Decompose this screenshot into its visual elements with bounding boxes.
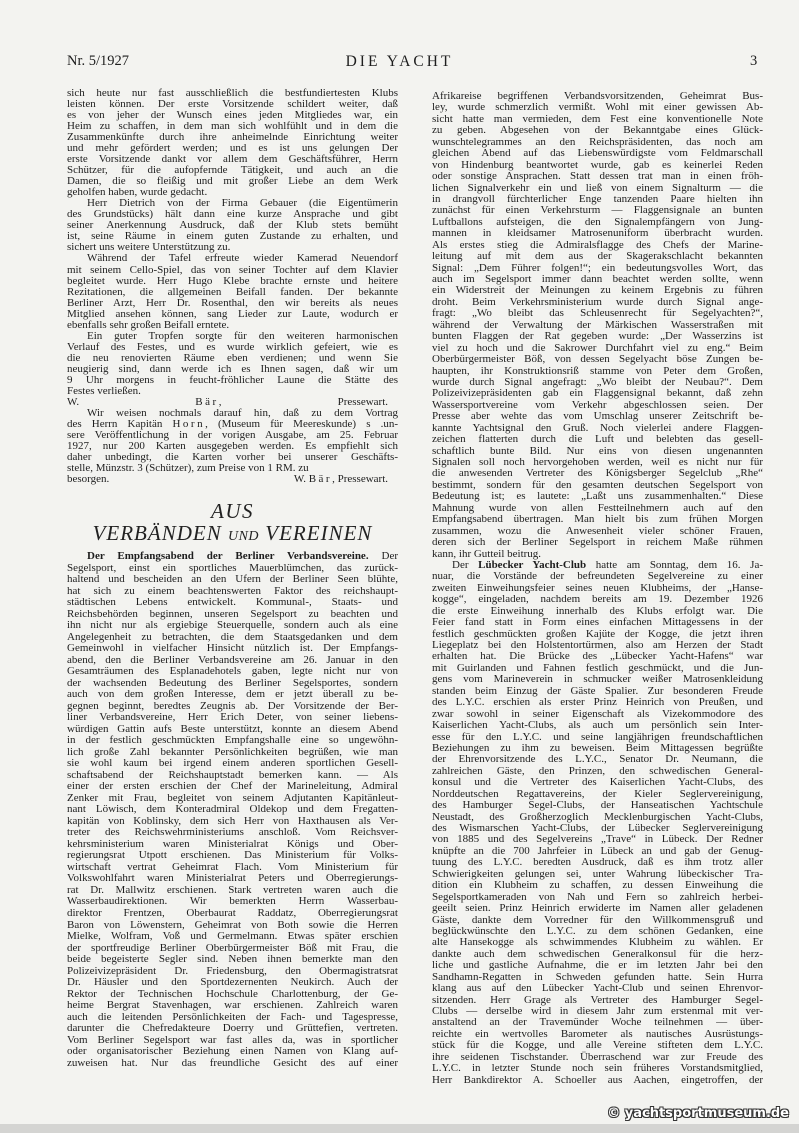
text-line: schaftsabend der Reichshauptstadt bemerken kann. — Als [67, 768, 398, 781]
section-heading [67, 500, 398, 548]
bold-text: Lübecker Yacht-Club [478, 558, 587, 571]
text-line: von Hindenburg beantwortet wurde, gab es keinerlei Reden [432, 158, 763, 171]
text-line: beide begeisterte Segler sind. Neben ihnen bemerkte man den [67, 953, 398, 966]
text-line: des Grundstücks) hält dann eine kurze Ansprache und gibt [67, 208, 398, 221]
text-line: in der festlich geschmückten Empfangshalle eine so ungewöhn- [67, 734, 398, 747]
text-line: auch von dem großen Interesse, dem er jetzt überall zu be- [67, 688, 398, 701]
text-line: gleichen Abend auf das Liebenswürdigste vom Feldmarschall [432, 147, 763, 160]
text-line: Kaiserlichen Yacht-Clubs, als auch um persönlich sein Inter- [432, 719, 763, 732]
text-line: Feier fand statt in Form eines einfachen Mittagessens in der [432, 616, 763, 629]
text-segment: , Pressewart. [218, 395, 389, 408]
text-line: Afrikareise begriffenen Verbandsvorsitzenden, Geheimrat Bus- [432, 90, 763, 102]
signature [294, 474, 388, 485]
watermark: © yachtsportmuseum.de [607, 1106, 789, 1121]
heading-word: VEREINEN [259, 521, 373, 545]
text-line: Mitglied ansehen können, sang Lieder zur Laute, wodurch er [67, 307, 398, 320]
text-segment: hatte am Sonntag, dem 16. Ja- [586, 558, 763, 571]
text-line: der sportfreudige Berliner Oberbürgermeister Böß mit Frau, die [67, 941, 398, 954]
text-line: kann, ihr Gutteil beitrug. [432, 547, 542, 560]
text-line: Volkswohlfahrt waren Ministerialrat Peters und Oberregierungs- [67, 872, 398, 885]
left-column-article [67, 551, 398, 1069]
text-line: standen beim Einzug der Gäste Spalier. Zur besonderen Freude [432, 684, 763, 697]
text-line: lich große Zahl bekannter Persönlichkeiten begrüßen, wie man [67, 745, 398, 758]
text-line: abend, den die Berliner Verbandsvereine am 26. Januar in den [67, 653, 398, 666]
text-line: geeilt seien. Prinz Heinrich erwiderte im Namen aller geladenen [432, 902, 763, 915]
text-line: die anwesenden Vertreter des Königsberger Segelclub „Rhe“ [432, 467, 763, 480]
text-line: 1927, nur 200 Karten ausgegeben werden. Es empfiehlt sich [67, 440, 398, 452]
text-line: 9 Uhr morgens in feucht-fröhlicher Laune die Stätte des [67, 373, 398, 386]
text-line: lichen Signalverkehr ein und ließ von einem Signalturm — die [432, 181, 763, 194]
text-line: Schützer, für die aufopfernde Tätigkeit, und auch an die [67, 164, 398, 177]
text-line: des Hamburger Segel-Clubs, der Hanseatischen Yachtschule [432, 799, 763, 812]
paragraph [67, 198, 398, 253]
paragraph [432, 560, 763, 1086]
text-segment: W. [67, 395, 196, 408]
paragraph [67, 551, 398, 1069]
text-line: Beziehungen zu ihm zu beweisen. Beim Mittagessen begrüßte [432, 741, 763, 754]
text-line: Zenker mit Frau, begleitet von seinem Adjutanten Kapitänleut- [67, 791, 398, 804]
text-line: wunschtelegrammes an den Reichspräsidenten, das noch am [432, 135, 763, 148]
text-segment: W. [293, 473, 309, 486]
text-line: die neu renovierten Räume eben verdienen; und wenn Sie [67, 351, 398, 364]
text-line: zu geben. Abgesehen von der Bekanntgabe eines Glück- [432, 124, 763, 137]
text-line: oder organisatorischer Beziehung einen Namen von Klang auf- [67, 1045, 398, 1058]
text-line: mannen in kleidsamer Matrosenuniform überbracht wurden. [432, 227, 763, 240]
text-line: zweiten Einweihungsfeier seines neuen Klubheims, der „Hanse- [432, 581, 763, 594]
text-line: Wassersportvereine vom Verkehr abgeschlossen seien. Der [432, 398, 763, 411]
text-line: Herr Bankdirektor A. Schoeller aus Aachen, eingetroffen, der [432, 1073, 763, 1086]
spaced-text: Horn [172, 417, 206, 430]
text-segment: , Pressewart. [332, 473, 388, 486]
text-line: dankte auch dem schwedischen Generalkonsul für die herz- [432, 947, 763, 960]
text-line: mit seinem Cello-Spiel, das von seiner Tochter auf dem Klavier [67, 263, 398, 276]
text-line: Berliner Arzt, Herr Dr. Rosenthal, den wir bereits als neues [67, 296, 398, 309]
text-line: Herr Dietrich von der Firma Gebauer (die Eigentümerin [87, 197, 398, 210]
text-segment: Der [368, 550, 398, 562]
text-segment: des Herrn Kapitän [67, 417, 173, 430]
text-line: Luftballons aufsteigen, die den Signalempfängern von Jung- [432, 215, 763, 228]
text-line: kehrsministerium waren Ministerialrat Königs und Ober- [67, 837, 398, 850]
text-line: liner Verbandsvereine, Herr Erich Deter, von seiner liebens- [67, 711, 398, 724]
text-line: direktor Frentzen, Oberbaurat Raddatz, Oberregierungsrat [67, 906, 398, 919]
text-line: stück für die Kogge, und alle Vereine stifteten dem L.Y.C. [432, 1039, 763, 1052]
text-line: festlich geschmückten großen Kajüte der Kogge, die jetzt ihren [432, 627, 763, 640]
text-line: Zusammenkünfte durch ihre anheimelnde Einrichtung weiter [67, 131, 398, 144]
text-line: anstaltend an der Travemünder Woche teilnehmen — über- [432, 1016, 763, 1029]
text-line: Reichsbehörden beginnen, unseren Segelsport zu beachten und [67, 607, 398, 620]
text-line: erhalten hat. Die Brücke des „Lübecker Yacht-Hafens“ war [432, 650, 763, 663]
text-line: viel zu hoch und die Sakrower Durchfahrt viel zu eng.“ Beim [432, 341, 763, 354]
text-line: liche und gastliche Aufnahme, die er im letzten Jahr bei den [432, 959, 763, 972]
text-line: nuar, die Vorstände der befreundeten Segelvereine zu einer [432, 570, 763, 583]
text-line: einer der ersten erschien der Chef der Marineleitung, Admiral [67, 780, 398, 793]
text-line: sitzenden. Herr Grage als Vertreter des Hamburger Segel- [432, 993, 763, 1006]
text-line: Polizeivizepräsident Dr. Friedensburg, den Obermagistratsrat [67, 964, 398, 977]
text-line: sicht hatte man vermieden, dem Fest eine konventionelle Note [432, 112, 763, 125]
text-line: nant Löwisch, dem Konteradmiral Oldekop und dem Fregatten- [67, 803, 398, 816]
heading-word: UND [227, 529, 260, 544]
text-line: sichert uns weitere Unterstützung zu. [67, 241, 231, 254]
text-line: daher unbedingt, die Karten vorher bei unserer Geschäfts- [67, 451, 398, 464]
text-line: wurde durch Signal angefragt: „Wo bleibt der Neubau?“. Dem [432, 375, 763, 388]
text-line: sere Veröffentlichung in der vorigen Ausgabe, am 25. Februar [67, 428, 398, 441]
text-line: dition ein Klubheim zu schaffen, zu dessen Einweihung die [432, 879, 763, 892]
text-line: Segelsport, einst ein sportliches Mauerblümchen, das zurück- [67, 561, 398, 574]
text-line: seiner Anerkennung Ausdruck, daß der Klub stets bemüht [67, 219, 398, 232]
text-line: deren sich der Berliner Segelsport in reichem Maße rühmen [432, 536, 763, 549]
text-line: auch die leitenden Persönlichkeiten der Fach- und Tagespresse, [67, 1010, 398, 1023]
text-segment: Der [452, 558, 479, 571]
bold-text: Der Empfangsabend der Berliner Verbandsvereine. [87, 550, 369, 562]
text-line: heime Bergrat Stavenhagen, war erschienen. Zahlreich waren [67, 999, 398, 1012]
text-line: Angelegenheit zu betrachten, die dem Staatsgedanken und dem [67, 630, 398, 643]
text-line: darunter die Chefredakteure Doerry und Grüttefien, vertreten. [67, 1022, 398, 1035]
text-line: Presse aber wehte das vom Umschlag unserer Zeitschrift be- [432, 410, 763, 423]
text-line: Segelsportkameraden von Nah und Fern so zahlreich herbei- [432, 890, 763, 903]
text-line: der wachsenden Bedeutung des Berliner Segelsportes, sondern [67, 676, 398, 689]
text-line: gegnen beginnt, beredtes Zeugnis ab. Der Vorsitzende der Ber- [67, 699, 398, 712]
text-line: neugierig sind, dann werde ich es Ihnen sagen, daß wir um [67, 362, 398, 375]
text-line: die erste Einweihung innerhalb des Klubs erfolgt war. Die [432, 604, 763, 617]
spaced-text: Bär [195, 395, 219, 408]
page-number: 3 [750, 53, 758, 69]
text-line: des Wismarschen Yacht-Clubs, der Lübecker Seglervereinigung [432, 822, 763, 834]
text-line: des L.Y.C. erschien als erster Prinz Heinrich von Preußen, und [432, 696, 763, 709]
paragraph [67, 474, 398, 485]
scan-border [0, 1124, 799, 1133]
text-line: Bedeutung ist; es lautete: „Laßt uns zusammenhalten.“ Diese [432, 490, 763, 503]
text-line: Schwierigkeiten gelungen sei, unter Wahrung lübeckischer Tra- [432, 867, 763, 880]
text-line: Norddeutschen Regattavereins, der Kieler Seglervereinigung, [432, 787, 763, 800]
text-line: Wir weisen nochmals darauf hin, daß zu dem Vortrag [87, 406, 398, 419]
right-column-article [432, 91, 763, 1086]
text-line: Polizeivizepräsidenten gab ein Flaggensignal bekannt, daß zehn [432, 387, 763, 400]
text-line: Clubs — derselbe wird in diesem Jahr zum erstenmal mit ver- [432, 1005, 763, 1017]
text-line: würdigen Gattin aufs Beste unterstützt, konnte an diesem Abend [67, 722, 398, 735]
text-line: Festes verließen. [67, 384, 141, 397]
text-line: knüpfte an die 700 Jahrfeier in Lübeck an und gab der Genug- [432, 844, 763, 857]
text-line: Als erstes stieg die Admiralsflagge des Chefs der Marine- [432, 238, 763, 251]
text-line: alte Hansekogge als schwimmendes Klubheim zu wählen. Er [432, 936, 763, 949]
left-column-top [67, 88, 398, 485]
text-line: bestimmt, sondern für den gesamten deutschen Segelsport von [432, 478, 763, 491]
text-line: sich heute nur fast ausschließlich die bestfundiertesten Klubs [67, 87, 398, 99]
text-line: ley, wurde schmerzlich vermißt. Wohl mit einer gewissen Ab- [432, 101, 763, 114]
text-line: Gesamträumen des Esplanadehotels gaben, legte nicht nur von [67, 665, 398, 678]
paragraph [432, 91, 763, 560]
text-line: leisten können. Der erste Vorsitzende schildert weiter, daß [67, 98, 398, 111]
text-line: der Ehrenvorsitzende des L.Y.C., Senator Dr. Neumann, die [432, 753, 763, 766]
text-line: geholfen haben, wurde gedacht. [67, 186, 208, 199]
text-line: wirtschaft vertrat Geheimrat Flach. Vom Ministerium für [67, 860, 398, 873]
text-line: Ein guter Tropfen sorgte für den weiteren harmonischen [87, 329, 398, 342]
text-line: von 1885 und des Segelvereins „Trave“ in Lübeck. Der Redner [432, 833, 763, 846]
text-line: beglückwünschte den L.Y.C. zu dem schönen Gedanken, eine [432, 924, 763, 937]
text-line: Wasserbaudirektionen. Wir bemerkten Herrn Wasserbau- [67, 895, 398, 908]
text-line: zahlreichen Gäste, den Prinzen, den schwedischen General- [432, 764, 763, 777]
section-heading-line2 [67, 522, 398, 548]
text-line: Gäste, dankte dem Vorredner für den Willkommensgruß und [432, 913, 763, 926]
text-line: zuweisen hat. Nur das freundliche Gesicht des auf einer [67, 1056, 398, 1069]
text-line: ihn nicht nur als ergiebige Steuerquelle, sondern auch als eine [67, 619, 398, 632]
text-line: zunächst für einen Verkehrsturm — Flaggensignale an bunten [432, 204, 763, 217]
text-line: konsul und die Vertreter des Kaiserlichen Yacht-Clubs, des [432, 776, 763, 789]
text-line: kogge“, eingeladen, nachdem bereits am 19. Dezember 1926 [432, 593, 763, 606]
text-line: hat sich zu einem beachtenswerten Faktor des reichshaupt- [67, 584, 398, 597]
text-line: bunten Flaggen der Rat gegeben wurde: „Der Wasserzins ist [432, 330, 763, 343]
text-line: treter des Reichswehrministeriums anschloß. Vom Reichsver- [67, 826, 398, 839]
text-line: Liegeplatz bei den Holstentortürmen, also am Herzen der Stadt [432, 639, 763, 651]
section-heading-line1: AUS [211, 499, 254, 523]
text-line: kapitän von Koblinsky, dem sich Herr von Haxthausen als Ver- [67, 814, 398, 827]
heading-word: VERBÄNDEN [92, 521, 228, 545]
text-line: fragt: „Wo bleibt das Schleusenrecht für Segelyachten?“, [432, 307, 763, 320]
text-line: rat Dr. Mallwitz erschienen. Stark vertreten waren auch die [67, 883, 398, 896]
text-line: Rezitationen, die allgemeinen Beifall fanden. Der bekannte [67, 285, 398, 298]
magazine-title: DIE YACHT [345, 53, 454, 70]
text-line: ihre seidenen Tischstander. Überraschend war zur Freude des [432, 1050, 763, 1063]
text-line: Neustadt, des Großherzoglich Mecklenburgischen Yacht-Clubs, [432, 810, 763, 823]
paragraph [67, 253, 398, 330]
text-line: besorgen. [67, 473, 110, 486]
text-line: oder sonstige Ansprachen. Statt dessen trat man in einen fröh- [432, 170, 763, 183]
text-line: esse für den L.Y.C. und seine langjährigen freundschaftlichen [432, 730, 763, 743]
text-line: haupten, ihr Konstruktionsriß stamme von Peter dem Großen, [432, 364, 763, 377]
text-line: tuung des L.Y.C. beredten Ausdruck, daß es ihm trotz aller [432, 856, 763, 869]
text-line: schaftlich bunte Bild. Nur eins von diesen ungenannten [432, 444, 763, 457]
text-line: Sandhamn-Regatten in Schweden gefunden hatte. Sein Hurra [432, 970, 763, 983]
paragraph [67, 88, 398, 198]
text-line: und mehr gefördert werden; und es ist uns gelungen Der [67, 142, 398, 155]
text-line: Dr. Häusler und den Sportdezernenten Neukirch. Auch der [67, 976, 398, 989]
text-line: ist, seine Räume in einem guten Zustande zu erhalten, und [67, 230, 398, 243]
text-line: ebenfalls sehr großen Beifall erntete. [67, 318, 230, 331]
text-line: erste Vorsitzende dankt vor allem dem Geschäftsführer, Herrn [67, 153, 398, 166]
text-line: mit Guirlanden und Fahnen festlich geschmückt, und die Jun- [432, 661, 763, 674]
text-line: begleitet wurde. Herr Hugo Klebe brachte ernste und heitere [67, 274, 398, 287]
text-line: klang aus auf den Lübecker Yacht-Club und seinen Ehrenvor- [432, 982, 763, 995]
text-line: leitung auf mit dem aus der Skagerakschlacht bekannten [432, 250, 763, 263]
text-line: es von jeher der Wunsch eines jeden Mitgliedes war, ein [67, 109, 398, 122]
spaced-text: Bär [308, 473, 333, 486]
text-line: Gemeinwohl in vielfacher Hinsicht nützlich ist. Der Empfangs- [67, 642, 398, 655]
paragraph [67, 408, 398, 474]
text-line: Signal: „Dem Führer folgen!“; ein bedeutungsvolles Wort, das [432, 261, 763, 274]
text-line: regierungsrat Utpott erschienen. Das Ministerium für Volks- [67, 849, 398, 862]
text-segment: , (Museum für Meereskunde) s .un- [205, 417, 399, 430]
text-line: reichte ein wertvolles Barometer als nautisches Ausrüstungs- [432, 1027, 763, 1040]
text-line: auch im Segelsport immer dann beachtet werden sollte, wenn [432, 273, 763, 285]
text-line: Signalen soll noch hervorgehoben werden, weil es nicht nur für [432, 456, 763, 468]
text-line: zwar sowohl in seiner Eigenschaft als Vizekommodore des [432, 707, 763, 720]
text-line: Während der Tafel erfreute wieder Kamerad Neuendorf [87, 252, 398, 265]
text-line: während der Verwaltung der Märkischen Wasserstraßen mit [432, 318, 763, 331]
text-line [67, 551, 398, 563]
text-line: städtischen Lebens entwickelt. Kommunal-, Staats- und [67, 596, 398, 609]
text-line: L.Y.C. in letzter Stunde noch sein früheres Vorstandsmitglied, [432, 1062, 763, 1075]
text-line: zeichen flatterten durch die Luft und belebten das gesell- [432, 433, 763, 446]
text-line: zusammen, wozu die Anwesenheit vieler schöner Frauen, [432, 524, 763, 537]
issue-number: Nr. 5/1927 [67, 53, 130, 69]
text-line: in drangvoll fürchterlicher Enge tanzenden Paare hielten ihn [432, 192, 763, 205]
paragraph [67, 331, 398, 397]
text-line: ein Widerstreit der Meinungen zu keinem Ergebnis zu führen [432, 284, 763, 297]
text-line: Verlauf des Festes, und es wurde wirklich gefeiert, wie es [67, 340, 398, 353]
text-line: Mielke, Wolfram, Voß und Germelmann. Etwas später erschien [67, 930, 398, 943]
text-line: Empfangsabend übertragen. Man hielt bis zum frühen Morgen [432, 513, 763, 526]
text-line: Heim zu schaffen, in dem man sich wohlfühlt und in dem die [67, 120, 398, 133]
text-line: Rektor der Technischen Hochschule Charlottenburg, der Ge- [67, 987, 398, 1000]
text-line: Damen, die so fleißig und mit großer Liebe an dem Werk [67, 175, 398, 188]
text-line: stelle, Münzstr. 3 (Schützer), zum Preise von 1 RM. zu [67, 462, 309, 475]
text-line: Vom Berliner Segelsport war fast alles da, was in sportlicher [67, 1033, 398, 1046]
text-line: kannte Yachtsignal den Gruß. Noch vielerlei andere Flaggen- [432, 421, 763, 434]
text-line: sie wohl kaum bei irgend einem anderen sportlichen Gesell- [67, 757, 398, 770]
text-line: Oberbürgermeister Böß, von dessen Segelyacht böse Zungen be- [432, 353, 763, 366]
text-line: Mahnung wurde von allen Festteilnehmern auch auf den [432, 501, 763, 514]
text-line: haltend und bescheiden an den Ufern der Berliner Seen blühte, [67, 573, 398, 586]
text-line: gens vom Marineverein in schmucker weißer Matrosenkleidung [432, 673, 763, 686]
text-line: droht. Beim Verkehrsministerium wurde durch Signal ange- [432, 295, 763, 308]
text-line: Baron von Löwenstern, Geheimrat von Both sowie die Herren [67, 918, 398, 931]
